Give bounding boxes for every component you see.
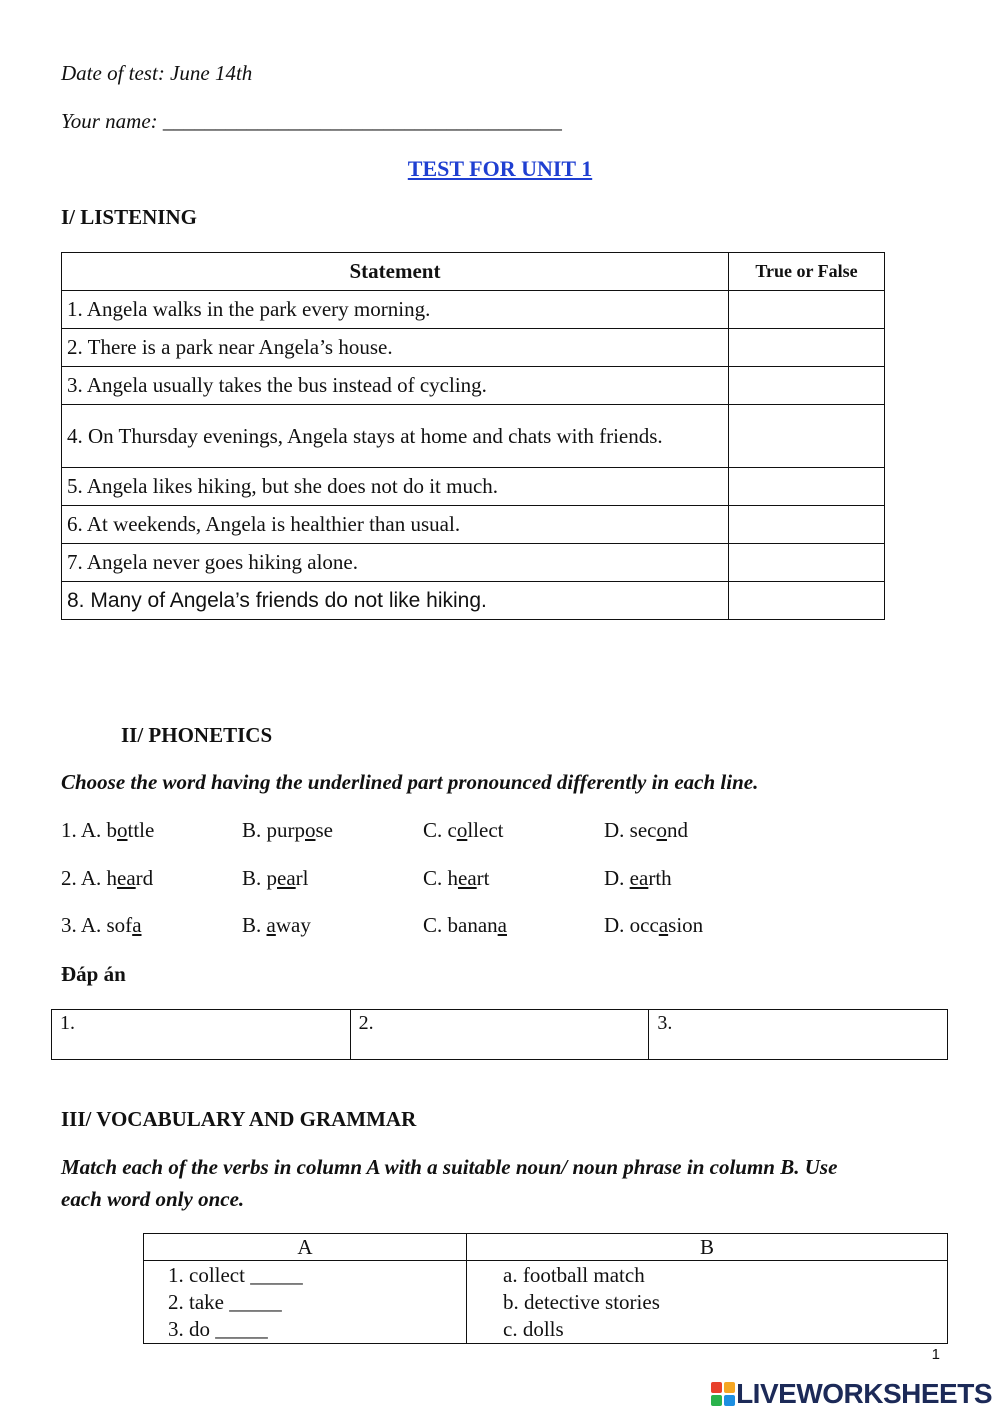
statement-5: 5. Angela likes hiking, but she does not do it much. [62, 468, 729, 506]
table-row [62, 291, 885, 329]
answer-cell-8[interactable] [729, 582, 885, 620]
q3-option-b[interactable]: B. away [242, 913, 311, 937]
table-row [62, 506, 885, 544]
listening-heading: I/ LISTENING [61, 205, 197, 229]
answer-label: Đáp án [61, 962, 126, 986]
date-of-test: Date of test: June 14th [61, 61, 253, 85]
phonetics-heading: II/ PHONETICS [121, 723, 273, 747]
column-a-header: A [144, 1234, 467, 1261]
answer-cell-2[interactable] [729, 329, 885, 367]
liveworksheets-logo[interactable] [710, 1378, 992, 1410]
table-row [62, 367, 885, 405]
match-item-b-b: b. detective stories [503, 1290, 660, 1314]
match-item-b-c: c. dolls [503, 1317, 564, 1341]
column-a-cell [144, 1261, 467, 1344]
match-item-a-1[interactable]: 1. collect _____ [168, 1263, 303, 1287]
table-row [62, 544, 885, 582]
your-name-line[interactable]: Your name: ______________________________________ [61, 109, 562, 133]
statement-column-header: Statement [62, 253, 729, 291]
table-row [62, 405, 885, 468]
answer-cell-7[interactable] [729, 544, 885, 582]
vocab-instruction-line-2: each word only once. [61, 1187, 245, 1211]
q3-option-c[interactable]: C. banana [423, 913, 507, 937]
statement-6: 6. At weekends, Angela is healthier than usual. [62, 506, 729, 544]
listening-header-row [62, 253, 885, 291]
table-row [62, 468, 885, 506]
answer-cell-4[interactable] [729, 405, 885, 468]
q3-option-a[interactable]: 3. A. sofa [61, 913, 142, 937]
q1-option-a[interactable]: 1. A. bottle [61, 818, 155, 842]
statement-3: 3. Angela usually takes the bus instead of cycling. [62, 367, 729, 405]
liveworksheets-logo-icon [710, 1381, 736, 1407]
q1-option-d[interactable]: D. second [604, 818, 688, 842]
q1-option-b[interactable]: B. purpose [242, 818, 333, 842]
matching-header-row [144, 1234, 948, 1261]
answer-cell-3[interactable] [729, 367, 885, 405]
matching-table [143, 1233, 948, 1344]
match-item-a-2[interactable]: 2. take _____ [168, 1290, 282, 1314]
liveworksheets-logo-text: LIVEWORKSHEETS [736, 1378, 992, 1409]
table-row [62, 582, 885, 620]
q3-option-d[interactable]: D. occasion [604, 913, 704, 937]
table-row [52, 1010, 948, 1060]
phonetics-answer-3[interactable]: 3. [649, 1010, 948, 1060]
phonetics-instruction: Choose the word having the underlined part pronounced differently in each line. [61, 770, 759, 794]
matching-body-row [144, 1261, 948, 1344]
answer-cell-1[interactable] [729, 291, 885, 329]
q2-option-a[interactable]: 2. A. heard [61, 866, 154, 890]
phonetics-answer-1[interactable]: 1. [52, 1010, 351, 1060]
phonetics-answer-2[interactable]: 2. [350, 1010, 649, 1060]
phonetics-answer-table [51, 1009, 948, 1060]
column-b-header: B [467, 1234, 948, 1261]
q2-option-b[interactable]: B. pearl [242, 866, 309, 890]
q2-option-c[interactable]: C. heart [423, 866, 490, 890]
page-number: 1 [931, 1346, 940, 1363]
match-item-b-a: a. football match [503, 1263, 645, 1287]
listening-table [61, 252, 885, 620]
true-false-column-header: True or False [729, 253, 885, 291]
vocab-heading: III/ VOCABULARY AND GRAMMAR [61, 1107, 417, 1131]
column-b-cell [467, 1261, 948, 1344]
q2-option-d[interactable]: D. earth [604, 866, 672, 890]
statement-4: 4. On Thursday evenings, Angela stays at home and chats with friends. [62, 405, 729, 468]
vocab-instruction-line-1: Match each of the verbs in column A with a suitable noun/ noun phrase in column B. Use [61, 1155, 838, 1179]
answer-cell-5[interactable] [729, 468, 885, 506]
answer-cell-6[interactable] [729, 506, 885, 544]
statement-1: 1. Angela walks in the park every morning. [62, 291, 729, 329]
statement-8: 8. Many of Angela’s friends do not like hiking. [62, 582, 729, 620]
q1-option-c[interactable]: C. collect [423, 818, 504, 842]
statement-2: 2. There is a park near Angela’s house. [62, 329, 729, 367]
table-row [62, 329, 885, 367]
page-title[interactable]: TEST FOR UNIT 1 [407, 156, 593, 181]
statement-7: 7. Angela never goes hiking alone. [62, 544, 729, 582]
match-item-a-3[interactable]: 3. do _____ [168, 1317, 268, 1341]
